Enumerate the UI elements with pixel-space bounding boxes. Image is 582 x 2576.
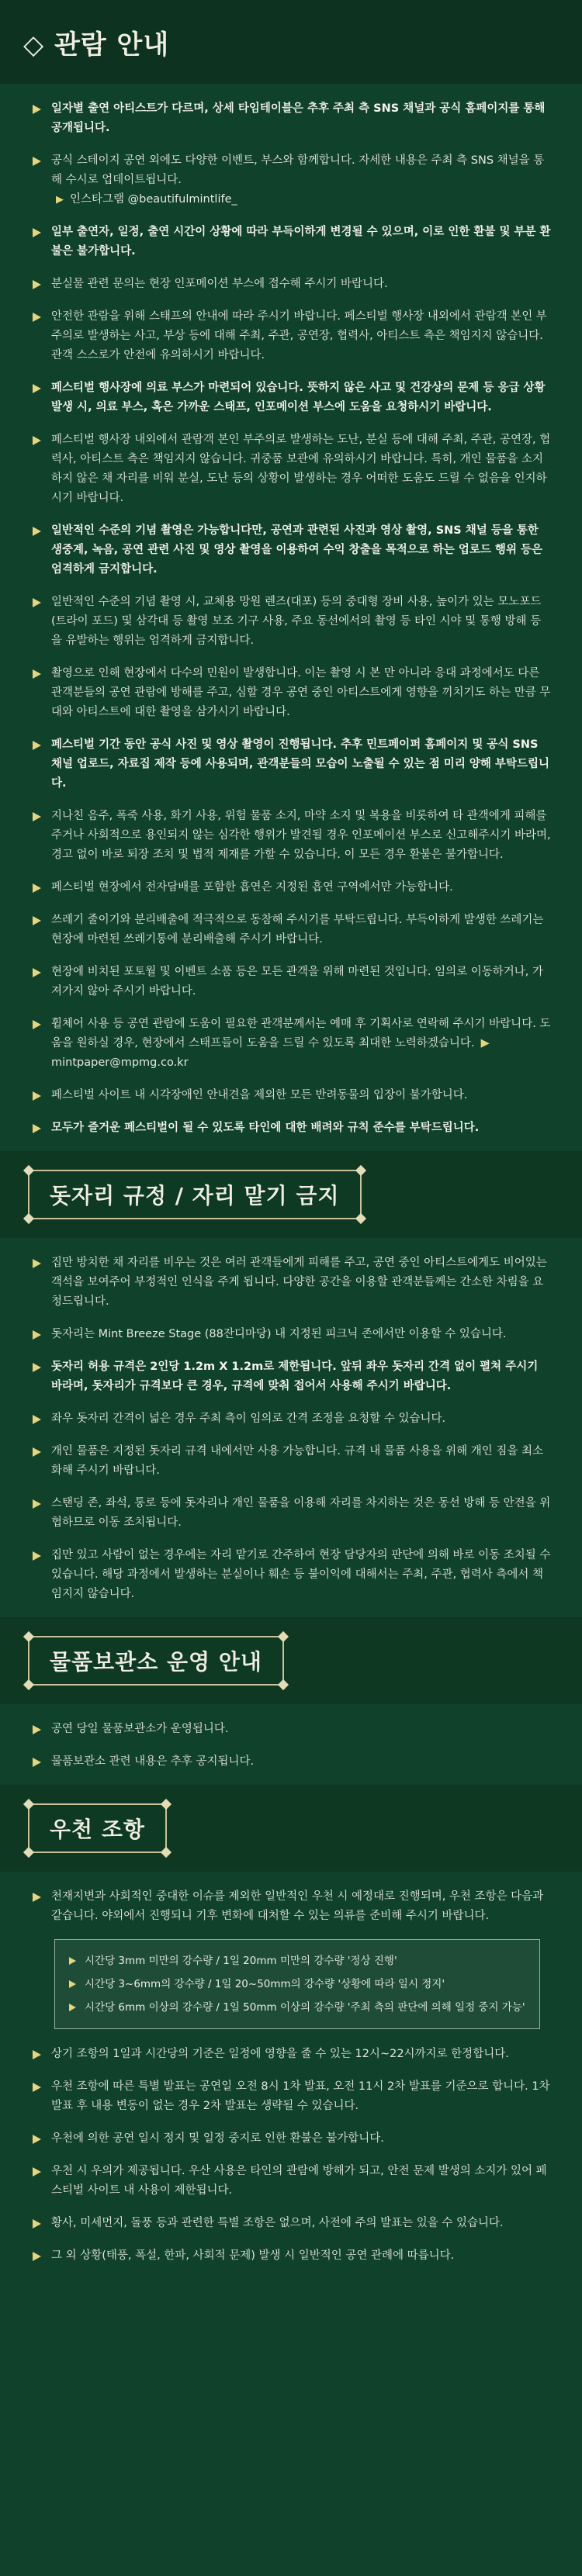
list-item [33, 1325, 551, 1344]
rain-items [33, 2045, 551, 2266]
triangle-bullet-icon [69, 1957, 76, 1965]
rain-title: 우천 조항 [50, 1817, 145, 1842]
list-item-text: 일반적인 수준의 기념 촬영 시, 교체용 망원 렌즈(대포) 등의 중대형 장비 사용, 높이가 있는 모노포드(트라이 포드) 및 삼각대 등 촬영 보조 기구 사용, 주요 동선에서의 촬영 등 타인 시야 및 통행 방해 등을 유발하는 행위는 엄격하게 금지합니다. [51, 596, 542, 647]
triangle-bullet-icon [69, 2004, 76, 2011]
list-item-text: 그 외 상황(태풍, 폭설, 한파, 사회적 문제) 발생 시 일반적인 공연 관례에 따릅니다. [51, 2249, 455, 2262]
list-item [33, 223, 551, 261]
triangle-bullet-icon [33, 1499, 41, 1509]
pointer-icon: ▶ [480, 1037, 490, 1049]
rain-intro [33, 1887, 551, 1926]
list-item [33, 2214, 551, 2233]
list-item [33, 2162, 551, 2201]
corner-diamond-icon [161, 1847, 171, 1858]
triangle-bullet-icon [33, 1893, 41, 1902]
list-item [33, 1086, 551, 1105]
triangle-bullet-icon [33, 1330, 41, 1340]
list-item-text: 페스티벌 행사장 내외에서 관람객 본인 부주의로 발생하는 도난, 분실 등에 대해 주최, 주관, 공연장, 협력사, 아티스트 측은 책임지지 않습니다. 귀중품 보관에 유의하시기 바랍니다. 특히, 개인 물품을 소지하지 않은 채 자리를 비워 분실, 도난 등의 상황이 발생하는 경우 어떠한 도움도 드릴 수 없음을 인지하시기 바랍니다. [51, 434, 551, 504]
rain-title-box [28, 1803, 167, 1853]
triangle-bullet-icon [33, 2050, 41, 2059]
triangle-bullet-icon [33, 313, 41, 322]
list-item-text: 공식 스테이지 공연 외에도 다양한 이벤트, 부스와 함께합니다. 자세한 내용은 주최 측 SNS 채널을 통해 수시로 업데이트됩니다. [51, 154, 545, 186]
list-item-text: 페스티벌 기간 동안 공식 사진 및 영상 촬영이 진행됩니다. 추후 민트페이퍼 홈페이지 및 공식 SNS 채널 업로드, 자료집 제작 등에 사용되며, 관객분들의 모습이 노출될 수 있는 점 미리 양해 부탁드립니다. [51, 738, 549, 790]
triangle-bullet-icon [33, 2135, 41, 2144]
triangle-bullet-icon [33, 741, 41, 750]
list-item-text: 일반적인 수준의 기념 촬영은 가능합니다만, 공연과 관련된 사진과 영상 촬영, SNS 채널 등을 통한 생중계, 녹음, 공연 관련 사진 및 영상 촬영을 이용하여 수익 창출을 목적으로 하는 업로드 행위 등은 엄격하게 금지합니다. [51, 524, 543, 576]
corner-diamond-icon [23, 1679, 34, 1690]
notice-list [0, 84, 582, 1138]
triangle-bullet-icon [33, 1758, 41, 1767]
triangle-bullet-icon [33, 1551, 41, 1561]
list-item-text: 모두가 즐거운 페스티벌이 될 수 있도록 타인에 대한 배려와 규칙 준수를 부탁드립니다. [51, 1122, 480, 1134]
list-item [33, 664, 551, 722]
triangle-bullet-icon [33, 598, 41, 607]
list-item-text: 집만 방치한 채 자리를 비우는 것은 여러 관객들에게 피해를 주고, 공연 중인 아티스트에게도 비어있는 객석을 보여주어 부정적인 인식을 주게 됩니다. 다양한 공간을 이용할 관객분들께는 간소한 차림을 요청드립니다. [51, 1257, 547, 1308]
storage-header [0, 1617, 582, 1704]
rain-rule-text: 시간당 3mm 미만의 강수량 / 1일 20mm 미만의 강수량 '정상 진행' [85, 1955, 397, 1967]
list-item [33, 807, 551, 865]
list-item-text: 페스티벌 사이트 내 시각장애인 안내견을 제외한 모든 반려동물의 입장이 불가합니다. [51, 1089, 468, 1101]
notice-title: ◇ 관람 안내 [23, 29, 170, 61]
seating-title: 돗자리 규정 / 자리 맡기 금지 [50, 1183, 340, 1208]
corner-diamond-icon [23, 1847, 34, 1858]
list-item-text: 일자별 출연 아티스트가 다르며, 상세 타임테이블은 추후 주최 측 SNS 채널과 공식 홈페이지를 통해 공개됩니다. [51, 102, 546, 134]
triangle-bullet-icon [33, 280, 41, 289]
list-item-text: 개인 물품은 지정된 돗자리 규격 내에서만 사용 가능합니다. 규격 내 물품 사용을 위해 개인 짐을 최소화해 주시기 바랍니다. [51, 1445, 544, 1477]
list-item-text: 돗자리는 Mint Breeze Stage (88잔디마당) 내 지정된 피크닉 존에서만 이용할 수 있습니다. [51, 1328, 507, 1340]
list-item [33, 1409, 551, 1429]
triangle-bullet-icon [33, 2252, 41, 2261]
list-item [33, 1442, 551, 1481]
list-item [33, 2129, 551, 2149]
triangle-bullet-icon [33, 1415, 41, 1424]
rain-rule [68, 1996, 527, 2019]
rain-header [0, 1785, 582, 1872]
triangle-bullet-icon [33, 228, 41, 237]
list-item-text: 집만 있고 사람이 없는 경우에는 자리 맡기로 간주하여 현장 담당자의 판단에 의해 바로 이동 조치될 수 있습니다. 해당 과정에서 발생하는 분실이나 훼손 등 불이익에 대해서는 주최, 주관, 협력사 측에서 책임지지 않습니다. [51, 1549, 551, 1600]
list-item-text: 지나친 음주, 폭죽 사용, 화기 사용, 위험 물품 소지, 마약 소지 및 복용을 비롯하여 타 관객에게 피해를 주거나 사회적으로 용인되지 않는 심각한 행위가 발견될 경우 인포메이션 부스로 신고해주시기 바라며, 경고 없이 바로 퇴장 조치 및 법적 제재를 가할 수 있습니다. 이 모든 경우 환불은 불가합니다. [51, 810, 551, 861]
list-item [33, 1546, 551, 1604]
triangle-bullet-icon [33, 812, 41, 821]
list-item-text: 페스티벌 행사장에 의료 부스가 마련되어 있습니다. 뜻하지 않은 사고 및 건강상의 문제 등 응급 상황 발생 시, 의료 부스, 혹은 가까운 스태프, 인포메이션 부스에 도움을 요청하시기 바랍니다. [51, 382, 546, 413]
corner-diamond-icon [355, 1213, 365, 1224]
list-item [33, 430, 551, 508]
triangle-bullet-icon [33, 105, 41, 114]
list-item-text: 스탠딩 존, 좌석, 통로 등에 돗자리나 개인 물품을 이용해 자리를 차지하는 것은 동선 방해 등 안전을 위협하므로 이동 조치됩니다. [51, 1497, 551, 1529]
triangle-bullet-icon [33, 916, 41, 925]
list-item-text: 일부 출연자, 일정, 출연 시간이 상황에 따라 부득이하게 변경될 수 있으며, 이로 인한 환불 및 부분 환불은 불가합니다. [51, 226, 551, 258]
list-item-text: 돗자리 허용 규격은 2인당 1.2m X 1.2m로 제한됩니다. 앞뒤 좌우 돗자리 간격 없이 펼쳐 주시기 바라며, 돗자리가 규격보다 큰 경우, 규격에 맞춰 접어서 사용해 주시기 바랍니다. [51, 1361, 539, 1392]
seating-list [0, 1238, 582, 1604]
rain-rules-box [54, 1939, 540, 2029]
corner-diamond-icon [278, 1679, 289, 1690]
triangle-bullet-icon [33, 669, 41, 679]
list-item-text: 상기 조항의 1일과 시간당의 기준은 일정에 영향을 줄 수 있는 12시~22시까지로 한정합니다. [51, 2048, 509, 2060]
list-item-text: 안전한 관람을 위해 스태프의 안내에 따라 주시기 바랍니다. 페스티벌 행사장 내외에서 관람객 본인 부주의로 발생하는 사고, 부상 등에 대해 주최, 주관, 공연장, 협력사, 아티스트 측은 책임지지 않습니다. 관객 스스로가 안전에 유의하시기 바랍니다. [51, 310, 547, 361]
storage-title-box [28, 1636, 284, 1686]
triangle-bullet-icon [33, 968, 41, 977]
list-item [33, 1357, 551, 1396]
corner-diamond-icon [355, 1165, 365, 1176]
list-item [33, 99, 551, 138]
list-item-text: 우천 조항에 따른 특별 발표는 공연일 오전 8시 1차 발표, 오전 11시 2차 발표를 기준으로 합니다. 1차 발표 후 내용 변동이 없는 경우 2차 발표는 생략될 수 있습니다. [51, 2080, 550, 2112]
corner-diamond-icon [23, 1799, 34, 1810]
list-item [33, 878, 551, 897]
list-item [33, 2045, 551, 2064]
instagram-link[interactable] [51, 190, 551, 209]
corner-diamond-icon [278, 1631, 289, 1642]
list-item [33, 911, 551, 949]
triangle-bullet-icon [33, 384, 41, 393]
list-item-text: 페스티벌 현장에서 전자담배를 포함한 흡연은 지정된 흡연 구역에서만 가능합니다. [51, 881, 453, 894]
notice-header [0, 0, 582, 84]
corner-diamond-icon [23, 1165, 34, 1176]
list-item-text: 공연 당일 물품보관소가 운영됩니다. [51, 1723, 229, 1735]
triangle-bullet-icon [33, 1124, 41, 1133]
rain-intro-text: 천재지변과 사회적인 중대한 이슈를 제외한 일반적인 우천 시 예정대로 진행되며, 우천 조항은 다음과 같습니다. 야외에서 진행되니 기후 변화에 대처할 수 있는 의류를 준비해 주시기 바랍니다. [51, 1890, 544, 1922]
triangle-bullet-icon [33, 527, 41, 536]
list-item [33, 521, 551, 579]
triangle-bullet-icon [33, 883, 41, 893]
list-item-text: 휠체어 사용 등 공연 관람에 도움이 필요한 관객분께서는 예매 후 기획사로 연락해 주시기 바랍니다. 도움을 원하실 경우, 현장에서 스태프들이 도움을 드릴 수 있도록 최대한 노력하겠습니다. [51, 1018, 551, 1049]
triangle-bullet-icon [33, 157, 41, 166]
pointer-icon: ▶ [56, 194, 64, 206]
triangle-bullet-icon [33, 2167, 41, 2177]
triangle-bullet-icon [33, 1725, 41, 1734]
list-item [33, 307, 551, 365]
list-item [33, 2077, 551, 2116]
seating-header [0, 1151, 582, 1238]
triangle-bullet-icon [33, 1363, 41, 1372]
list-item [33, 379, 551, 417]
list-item [33, 735, 551, 794]
list-item-text: 우천 시 우의가 제공됩니다. 우산 사용은 타인의 관람에 방해가 되고, 안전 문제 발생의 소지가 있어 페스티벌 사이트 내 사용이 제한됩니다. [51, 2165, 547, 2197]
list-item [33, 1119, 551, 1138]
list-item-text: 분실물 관련 문의는 현장 인포메이션 부스에 접수해 주시기 바랍니다. [51, 278, 388, 290]
corner-diamond-icon [161, 1799, 171, 1810]
list-item-text: 물품보관소 관련 내용은 추후 공지됩니다. [51, 1755, 255, 1768]
list-item [33, 151, 551, 209]
triangle-bullet-icon [33, 2083, 41, 2092]
list-item [33, 963, 551, 1001]
corner-diamond-icon [23, 1631, 34, 1642]
contact-email[interactable]: mintpaper@mpmg.co.kr [51, 1056, 189, 1069]
storage-title: 물품보관소 운영 안내 [50, 1649, 262, 1675]
list-item [33, 1253, 551, 1312]
storage-list [0, 1704, 582, 1772]
triangle-bullet-icon [69, 1980, 76, 1988]
corner-diamond-icon [23, 1213, 34, 1224]
list-item [33, 1015, 551, 1073]
list-item-text: 우천에 의한 공연 일시 정지 및 일정 중지로 인한 환불은 불가합니다. [51, 2132, 384, 2145]
list-item [33, 1752, 551, 1772]
list-item [33, 1720, 551, 1739]
list-item-text: 쓰레기 줄이기와 분리배출에 적극적으로 동참해 주시기를 부탁드립니다. 부득이하게 발생한 쓰레기는 현장에 마련된 쓰레기통에 분리배출해 주시기 바랍니다. [51, 914, 544, 946]
seating-title-box [28, 1170, 362, 1219]
list-item-text: 황사, 미세먼지, 돌풍 등과 관련한 특별 조항은 없으며, 사전에 주의 발표는 있을 수 있습니다. [51, 2217, 504, 2229]
triangle-bullet-icon [33, 436, 41, 445]
rain-rule-text: 시간당 6mm 이상의 강수량 / 1일 50mm 이상의 강수량 '주최 측의 판단에 의해 일정 중지 가능' [85, 2001, 525, 2014]
triangle-bullet-icon [33, 1259, 41, 1268]
list-item-text: 현장에 비치된 포토월 및 이벤트 소품 등은 모든 관객을 위해 마련된 것입니다. 임의로 이동하거나, 가져가지 않아 주시기 바랍니다. [51, 966, 544, 998]
list-item-text: 촬영으로 인해 현장에서 다수의 민원이 발생합니다. 이는 촬영 시 본 만 아니라 응대 과정에서도 다른 관객분들의 공연 관람에 방해를 주고, 심할 경우 공연 중인 아티스트에게 영향을 끼치기도 하는 만큼 무대와 아티스트에 대한 촬영을 삼가시기 바랍니다. [51, 667, 551, 718]
rain-rule [68, 1973, 527, 1996]
triangle-bullet-icon [33, 2219, 41, 2228]
rain-list [0, 1872, 582, 2266]
triangle-bullet-icon [33, 1447, 41, 1457]
triangle-bullet-icon [33, 1091, 41, 1101]
rain-rule [68, 1949, 527, 1973]
triangle-bullet-icon [33, 1020, 41, 1029]
list-item [33, 275, 551, 294]
list-item [33, 593, 551, 651]
rain-rule-text: 시간당 3~6mm의 강수량 / 1일 20~50mm의 강수량 '상황에 따라 일시 정지' [85, 1978, 445, 1990]
list-item-text: 좌우 돗자리 간격이 넓은 경우 주최 측이 임의로 간격 조정을 요청할 수 있습니다. [51, 1412, 446, 1425]
instagram-handle[interactable]: 인스타그램 @beautifulmintlife_ [70, 193, 237, 206]
list-item [33, 2246, 551, 2266]
list-item [33, 1494, 551, 1533]
